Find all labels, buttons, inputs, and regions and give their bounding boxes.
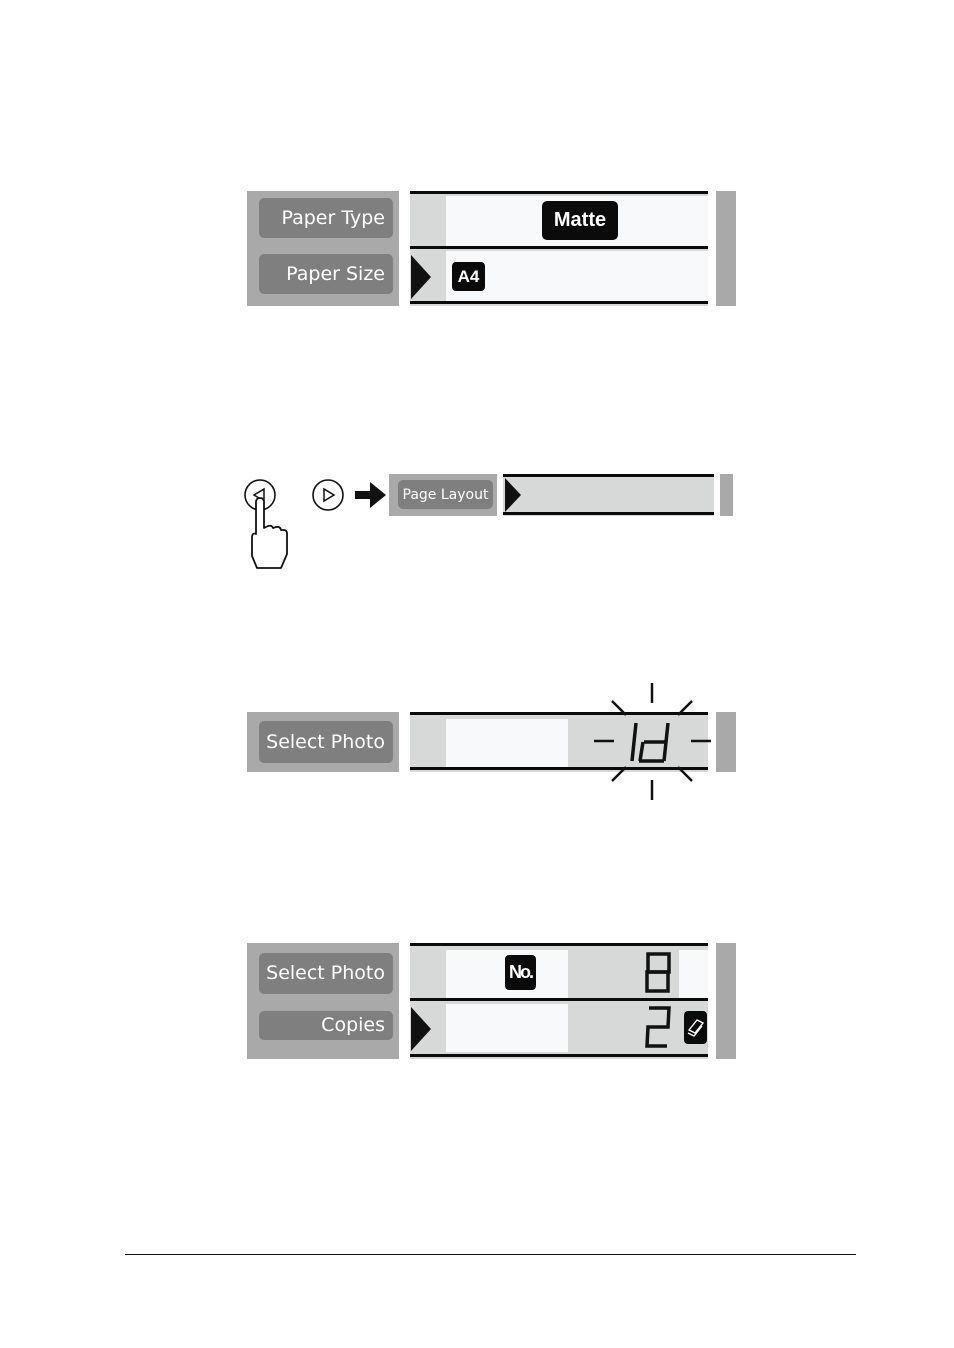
lcd-border-top — [410, 191, 708, 194]
paper-size-button[interactable]: Paper Size — [259, 254, 393, 294]
copies-digit — [644, 1004, 674, 1050]
lcd-divider — [410, 998, 708, 1001]
lcd-cell-blank — [446, 719, 568, 767]
seven-segment-display — [622, 717, 682, 767]
lcd-divider — [410, 246, 708, 249]
selection-pointer-icon — [505, 478, 521, 512]
right-arrow-button-icon[interactable] — [311, 478, 345, 512]
page-layout-button[interactable]: Page Layout — [398, 480, 493, 509]
copies-button[interactable]: Copies — [259, 1011, 393, 1040]
select-photo-button[interactable]: Select Photo — [259, 721, 393, 763]
select-photo-button[interactable]: Select Photo — [259, 953, 393, 994]
copies-stack-icon-glyph — [684, 1011, 707, 1044]
lcd-scrollbar — [716, 712, 736, 772]
lcd-cell-paper-size — [446, 251, 708, 301]
footer-rule — [125, 1254, 856, 1255]
lcd-scrollbar — [716, 943, 736, 1059]
lcd-border-bottom — [410, 1054, 708, 1057]
selection-pointer-icon — [411, 255, 431, 299]
lcd-border-bottom — [503, 512, 714, 515]
lcd-border-top — [410, 943, 708, 946]
paper-size-value: A4 — [452, 262, 485, 291]
flow-arrow-icon — [355, 482, 387, 508]
paper-type-value: Matte — [542, 201, 618, 240]
selection-pointer-icon — [411, 1007, 431, 1051]
photo-number-digit — [644, 950, 674, 996]
lcd-scrollbar — [720, 474, 733, 516]
lcd-scrollbar — [716, 191, 736, 306]
pointing-hand-icon — [248, 498, 298, 578]
paper-type-button[interactable]: Paper Type — [259, 198, 393, 238]
lcd-cell-copies-label — [446, 1004, 568, 1052]
number-badge: No. — [505, 955, 536, 990]
lcd-border-bottom — [410, 301, 708, 304]
lcd-cell-number-icon — [679, 950, 708, 998]
page-layout-lcd — [503, 474, 714, 516]
lcd-border-top — [503, 474, 714, 477]
